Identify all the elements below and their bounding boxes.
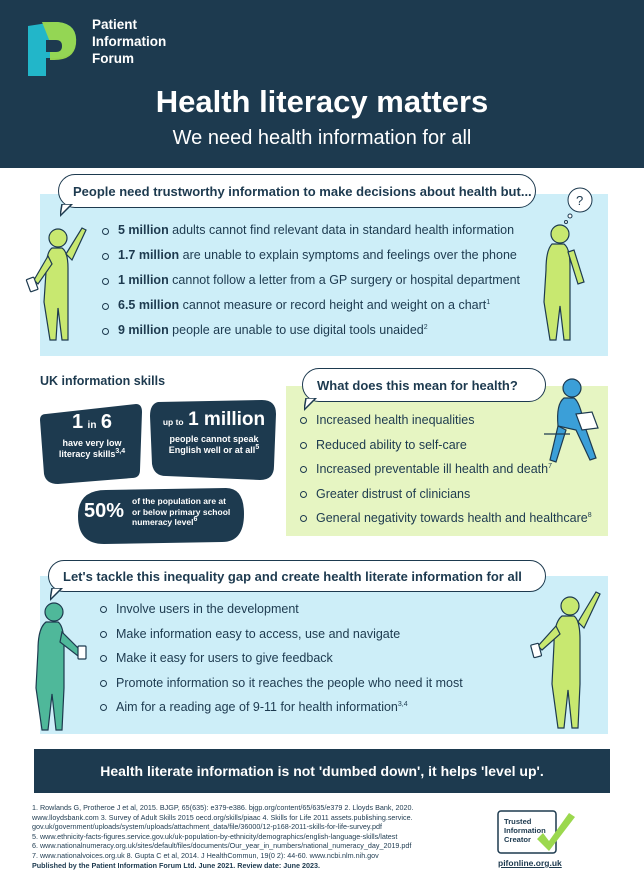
impact-text: Greater distrust of clinicians — [316, 486, 471, 501]
stat-literacy-num2: 6 — [100, 411, 113, 433]
action-text: Promote information so it reaches the people who need it most — [116, 675, 463, 690]
stat-figure: 1 million — [118, 273, 169, 287]
svg-text:?: ? — [576, 193, 584, 208]
stat-literacy-num1: 1 — [71, 411, 84, 433]
section3-title-text: Let's tackle this inequality gap and create health literate information for all — [63, 568, 522, 584]
reference-line: 5. www.ethnicity-facts-figures.service.gov.uk/uk-population-by-ethnicity/demographics/english-language-skills/latest — [32, 831, 398, 841]
header — [0, 0, 644, 168]
person-waving-figure-icon — [530, 566, 608, 730]
reference-line: 6. www.nationalnumeracy.org.uk/sites/default/files/documents/Our_year_in_numbers/national_numeracy_day_2019.pdf — [32, 841, 412, 851]
trusted-line: Creator — [504, 835, 532, 844]
org-name-line: Information — [92, 34, 167, 49]
stat-numeracy-text: of the population are at — [132, 496, 226, 506]
footnote-ref: 3,4 — [115, 448, 126, 455]
reference-line: www.lloydsbank.com 3. Survey of Adult Skills 2015 oecd.org/skills/piaac 4. Skills for Life 2011 assets.publishing.service. — [32, 812, 413, 822]
person-laptop-figure-icon — [540, 374, 604, 466]
list-item — [102, 268, 520, 293]
impact-text: Increased health inequalities — [316, 413, 475, 427]
stat-english-text: English well or at all — [168, 445, 256, 455]
action-text: Make it easy for users to give feedback — [116, 651, 333, 665]
person-phone-figure-icon — [24, 600, 92, 732]
section1-list — [102, 218, 520, 343]
footnote-ref: 3,4 — [397, 700, 408, 708]
stat-numeracy-big: 50% — [84, 500, 125, 523]
stat-figure: 5 million — [118, 223, 169, 237]
section2-title-text: What does this mean for health? — [317, 377, 518, 393]
list-item — [102, 218, 520, 243]
reference-line: 7. www.nationalvoices.org.uk 8. Gupta C et al, 2014. J HealthCommun, 19(0 2): 44-60. www.ncbi.nlm.nih.gov — [32, 850, 379, 860]
list-item — [102, 293, 520, 318]
uk-skills-label: UK information skills — [40, 374, 166, 388]
action-text: Make information easy to access, use and navigate — [116, 626, 401, 641]
trusted-creator-label — [504, 817, 546, 844]
impact-text: Reduced ability to self-care — [316, 437, 467, 452]
stat-numeracy — [84, 496, 244, 528]
stat-figure: 6.5 million — [118, 298, 180, 312]
stat-numeracy-text: numeracy level — [132, 517, 194, 527]
stat-text: adults cannot find relevant data in standard health information — [168, 223, 515, 237]
impact-text: General negativity towards health and healthcare — [316, 511, 588, 525]
list-item — [102, 318, 520, 343]
stat-text: are unable to explain symptoms and feelings over the phone — [179, 248, 517, 262]
list-item — [300, 506, 592, 531]
publication-info: Published by the Patient Information Forum Ltd. June 2021. Review date: June 2023. — [32, 860, 320, 870]
page-title: Health literacy matters — [155, 84, 489, 119]
stat-english-text: people cannot speak — [169, 434, 259, 444]
person-waving-figure-icon — [22, 212, 90, 342]
section3-list — [100, 597, 463, 720]
list-item — [300, 482, 592, 507]
person-thinking-figure-icon — [534, 186, 610, 342]
footnote-ref: 5 — [255, 444, 260, 451]
footnote-ref: 8 — [587, 511, 592, 519]
stat-numeracy-text: or below primary school — [132, 506, 231, 517]
page-subtitle: We need health information for all — [172, 127, 472, 149]
list-item — [100, 695, 463, 720]
section1-title — [58, 174, 536, 208]
list-item — [100, 597, 463, 622]
pif-logo-icon — [24, 18, 80, 80]
stat-text: cannot follow a letter from a GP surgery or hospital department — [168, 273, 521, 287]
stat-literacy-in: in — [87, 420, 97, 431]
section2-title — [302, 368, 546, 402]
key-message-banner: Health literate information is not 'dumbed down', it helps 'level up'. — [34, 749, 610, 793]
impact-text: Increased preventable ill health and death — [316, 462, 549, 476]
footnote-ref: 2 — [423, 323, 428, 331]
section1-title-text: People need trustworthy information to make decisions about health but... — [73, 183, 532, 199]
reference-line: 1. Rowlands G, Protheroe J et al, 2015. BJGP, 65(635): e379-e386. bjgp.org/content/65/635/e379 2. Lloyds Bank, 2020. — [32, 803, 414, 812]
stat-english-upto: up to — [162, 417, 184, 427]
list-item — [100, 671, 463, 696]
website-link[interactable]: pifonline.org.uk — [498, 858, 562, 868]
list-item — [102, 243, 520, 268]
footnote-ref: 6 — [193, 516, 198, 524]
stat-literacy — [44, 410, 140, 460]
org-name — [92, 16, 166, 67]
org-name-line: Patient — [92, 17, 138, 32]
action-text: Aim for a reading age of 9-11 for health information — [116, 700, 398, 714]
stat-figure: 9 million — [118, 323, 169, 337]
footnote-ref: 7 — [548, 462, 553, 470]
list-item — [100, 646, 463, 671]
stat-english-big: 1 million — [188, 409, 266, 430]
trusted-line: Trusted — [504, 817, 532, 826]
trusted-line: Information — [504, 826, 546, 835]
org-name-line: Forum — [92, 51, 134, 66]
stat-text: people are unable to use digital tools unaided — [168, 323, 424, 337]
stat-text: cannot measure or record height and weight on a chart — [179, 298, 487, 312]
references — [32, 803, 502, 870]
stat-english — [152, 408, 276, 456]
list-item — [100, 622, 463, 647]
footnote-ref: 1 — [486, 298, 491, 306]
action-text: Involve users in the development — [116, 602, 299, 616]
stat-literacy-text: literacy skills — [58, 449, 116, 459]
section3-title — [48, 560, 546, 592]
stat-figure: 1.7 million — [118, 248, 180, 262]
reference-line: gov.uk/government/uploads/system/uploads/attachment_data/file/36000/12-p168-2011-skills-for-life-survey.pdf — [32, 822, 382, 832]
stat-literacy-text: have very low — [62, 438, 122, 448]
